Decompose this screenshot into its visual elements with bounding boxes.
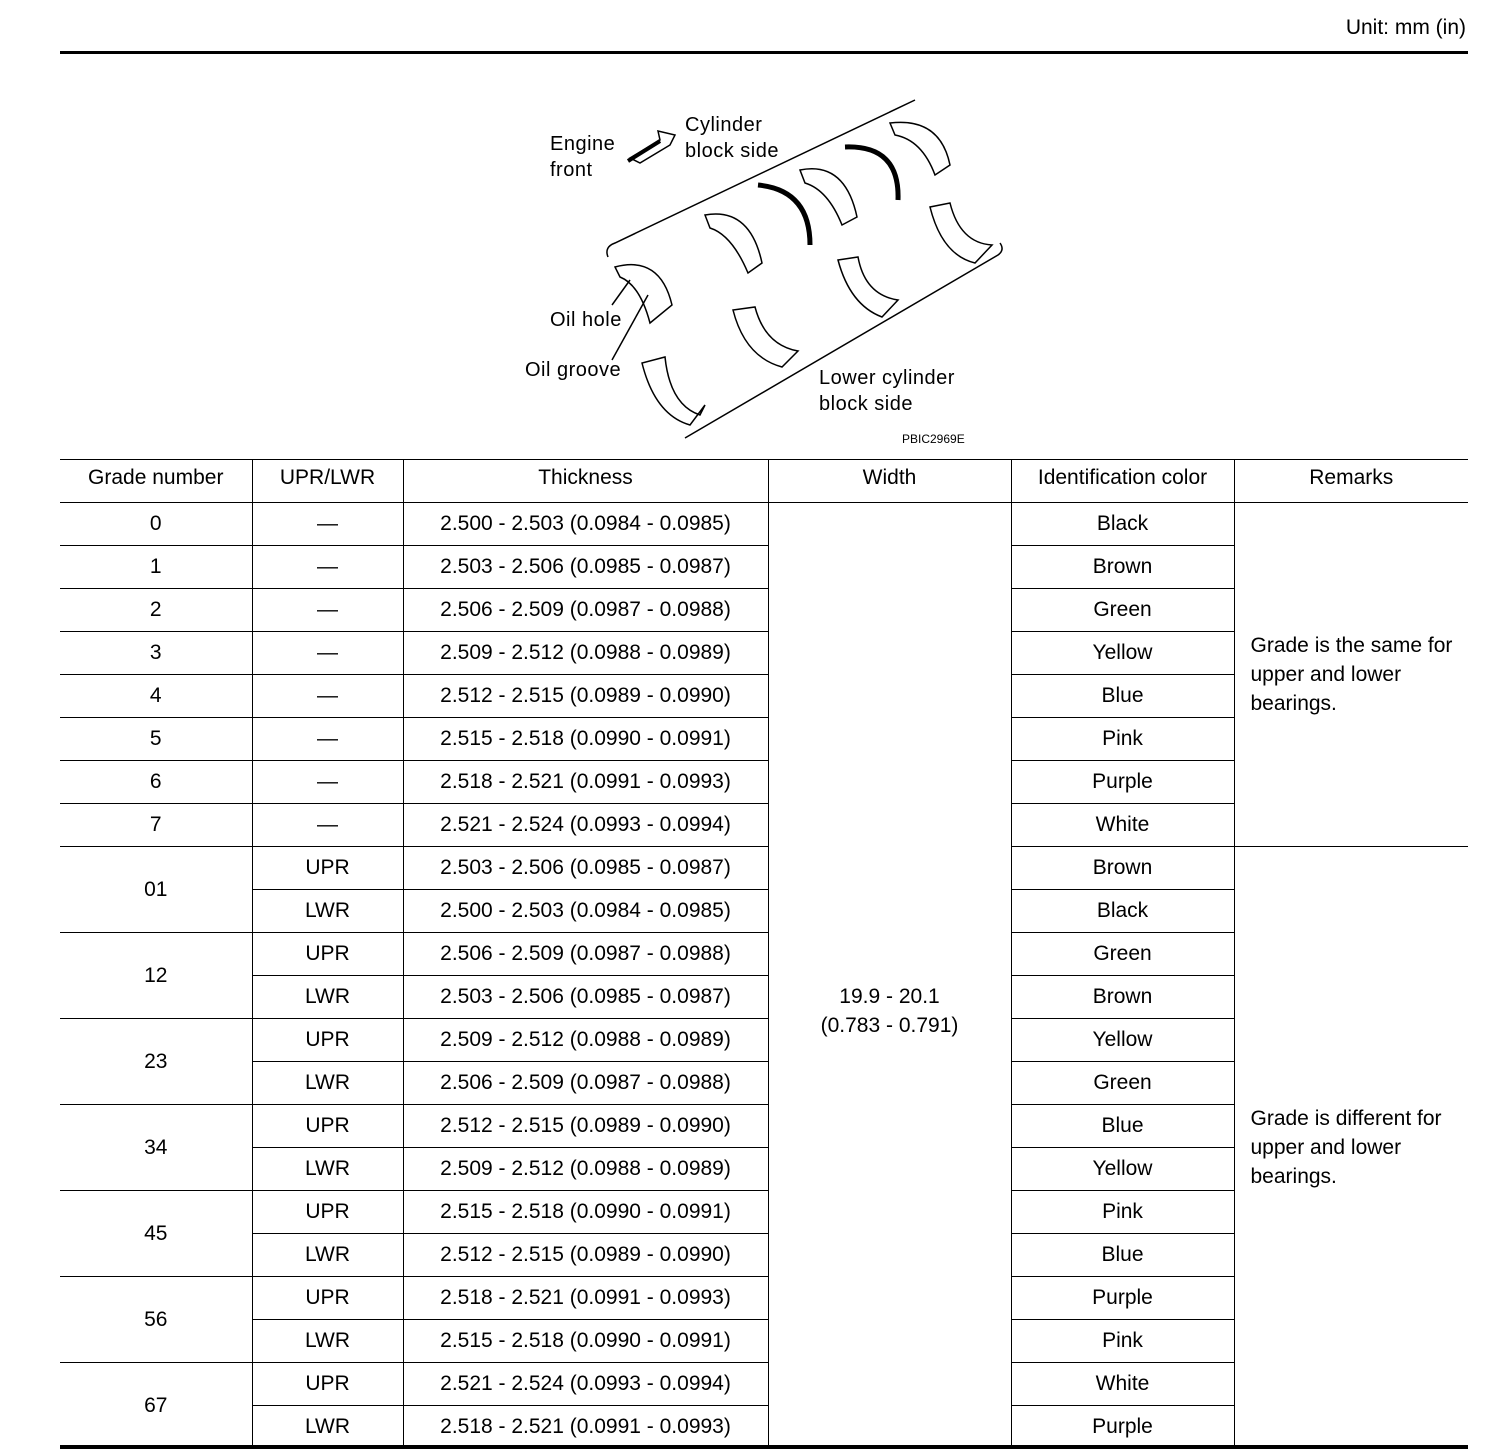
identification-color: Blue [1011,1105,1234,1148]
upr-lwr: LWR [252,1234,403,1277]
upr-lwr: LWR [252,890,403,933]
bearing-grade-table [60,459,1468,1449]
bearing-diagram [520,95,1010,450]
thickness: 2.500 - 2.503 (0.0984 - 0.0985) [403,890,768,933]
figure-code: PBIC2969E [902,432,965,446]
identification-color: Pink [1011,1320,1234,1363]
upr-lwr: UPR [252,1277,403,1320]
upr-lwr: — [252,632,403,675]
grade-number: 01 [60,847,252,933]
identification-color: Green [1011,1062,1234,1105]
thickness: 2.506 - 2.509 (0.0987 - 0.0988) [403,589,768,632]
upr-lwr: — [252,546,403,589]
thickness: 2.518 - 2.521 (0.0991 - 0.0993) [403,761,768,804]
identification-color: Black [1011,503,1234,546]
thickness: 2.518 - 2.521 (0.0991 - 0.0993) [403,1406,768,1449]
thickness: 2.512 - 2.515 (0.0989 - 0.0990) [403,1234,768,1277]
identification-color: White [1011,1363,1234,1406]
identification-color: White [1011,804,1234,847]
identification-color: Purple [1011,1277,1234,1320]
grade-number: 0 [60,503,252,546]
identification-color: Yellow [1011,632,1234,675]
thickness: 2.515 - 2.518 (0.0990 - 0.0991) [403,1191,768,1234]
thickness: 2.521 - 2.524 (0.0993 - 0.0994) [403,804,768,847]
upr-lwr: — [252,675,403,718]
bottom-rule [60,1445,1468,1448]
remarks: Grade is the same for upper and lower bearings. [1234,503,1468,847]
upr-lwr: UPR [252,1105,403,1148]
grade-number: 1 [60,546,252,589]
grade-number: 7 [60,804,252,847]
thickness: 2.500 - 2.503 (0.0984 - 0.0985) [403,503,768,546]
identification-color: Blue [1011,1234,1234,1277]
thickness: 2.521 - 2.524 (0.0993 - 0.0994) [403,1363,768,1406]
identification-color: Brown [1011,976,1234,1019]
thickness: 2.518 - 2.521 (0.0991 - 0.0993) [403,1277,768,1320]
identification-color: Purple [1011,761,1234,804]
thickness: 2.506 - 2.509 (0.0987 - 0.0988) [403,1062,768,1105]
header-remarks: Remarks [1234,460,1468,503]
oil-groove-label: Oil groove [525,359,622,381]
thickness: 2.512 - 2.515 (0.0989 - 0.0990) [403,1105,768,1148]
header-upr-lwr: UPR/LWR [252,460,403,503]
upr-lwr: LWR [252,1320,403,1363]
identification-color: Black [1011,890,1234,933]
thickness: 2.515 - 2.518 (0.0990 - 0.0991) [403,1320,768,1363]
grade-number: 3 [60,632,252,675]
thickness: 2.509 - 2.512 (0.0988 - 0.0989) [403,1019,768,1062]
thickness: 2.515 - 2.518 (0.0990 - 0.0991) [403,718,768,761]
upr-lwr: LWR [252,1062,403,1105]
grade-number: 34 [60,1105,252,1191]
upr-lwr: — [252,761,403,804]
upr-lwr: LWR [252,1406,403,1449]
thickness: 2.506 - 2.509 (0.0987 - 0.0988) [403,933,768,976]
grade-number: 67 [60,1363,252,1449]
upr-lwr: UPR [252,1191,403,1234]
thickness: 2.509 - 2.512 (0.0988 - 0.0989) [403,632,768,675]
grade-number: 56 [60,1277,252,1363]
upr-lwr: UPR [252,1019,403,1062]
thickness: 2.509 - 2.512 (0.0988 - 0.0989) [403,1148,768,1191]
top-rule [60,51,1468,54]
grade-number: 6 [60,761,252,804]
identification-color: Purple [1011,1406,1234,1449]
remarks: Grade is different for upper and lower bearings. [1234,847,1468,1449]
upr-lwr: — [252,589,403,632]
grade-number: 12 [60,933,252,1019]
header-grade-number: Grade number [60,460,252,503]
upr-lwr: UPR [252,933,403,976]
upr-lwr: UPR [252,1363,403,1406]
grade-number: 4 [60,675,252,718]
thickness: 2.512 - 2.515 (0.0989 - 0.0990) [403,675,768,718]
table-row [60,847,1468,890]
upr-lwr: — [252,804,403,847]
table-header-row [60,460,1468,503]
oil-hole-label: Oil hole [550,309,622,331]
identification-color: Yellow [1011,1019,1234,1062]
grade-number: 5 [60,718,252,761]
upr-lwr: — [252,718,403,761]
identification-color: Brown [1011,546,1234,589]
identification-color: Yellow [1011,1148,1234,1191]
identification-color: Blue [1011,675,1234,718]
identification-color: Brown [1011,847,1234,890]
upr-lwr: LWR [252,1148,403,1191]
engine-front-label: Engine front [550,133,616,181]
header-thickness: Thickness [403,460,768,503]
upr-lwr: UPR [252,847,403,890]
grade-number: 45 [60,1191,252,1277]
identification-color: Green [1011,589,1234,632]
table-row [60,503,1468,546]
identification-color: Green [1011,933,1234,976]
thickness: 2.503 - 2.506 (0.0985 - 0.0987) [403,847,768,890]
identification-color: Pink [1011,718,1234,761]
header-width: Width [768,460,1011,503]
upr-lwr: — [252,503,403,546]
unit-label: Unit: mm (in) [1345,16,1466,39]
cylinder-block-side-label: Cylinder block side [685,114,779,162]
header-identification-color: Identification color [1011,460,1234,503]
thickness: 2.503 - 2.506 (0.0985 - 0.0987) [403,976,768,1019]
identification-color: Pink [1011,1191,1234,1234]
grade-number: 2 [60,589,252,632]
grade-number: 23 [60,1019,252,1105]
thickness: 2.503 - 2.506 (0.0985 - 0.0987) [403,546,768,589]
width-value: 19.9 - 20.1 (0.783 - 0.791) [768,503,1011,1449]
upr-lwr: LWR [252,976,403,1019]
lower-cylinder-block-side-label: Lower cylinder block side [819,367,955,415]
